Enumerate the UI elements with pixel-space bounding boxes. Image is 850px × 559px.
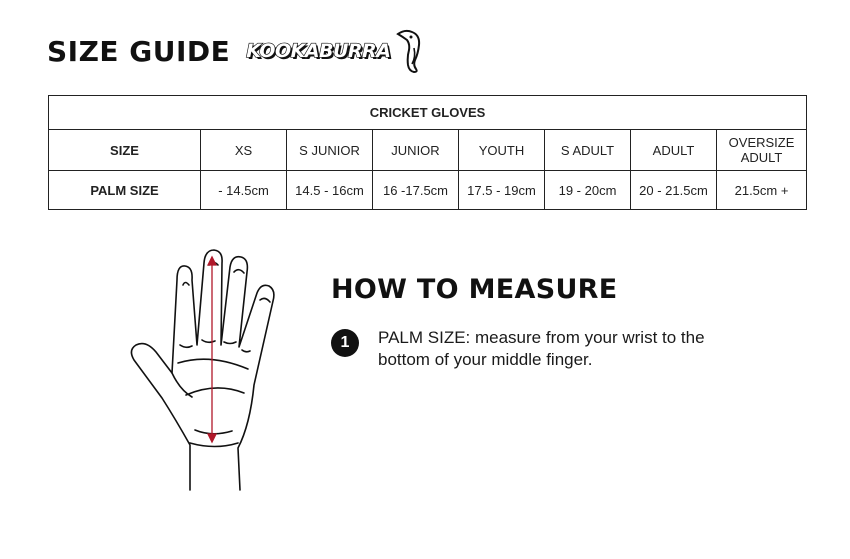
size-row bbox=[49, 130, 807, 171]
table-caption: CRICKET GLOVES bbox=[49, 96, 807, 130]
size-cell: JUNIOR bbox=[373, 130, 459, 171]
brand-wordmark: KOOKABURRA bbox=[246, 40, 391, 62]
palm-size-cell: 21.5cm + bbox=[717, 171, 807, 210]
brand-logo bbox=[246, 28, 424, 74]
palm-size-cell: 17.5 - 19cm bbox=[459, 171, 545, 210]
size-table bbox=[48, 95, 807, 210]
page-title: SIZE GUIDE bbox=[47, 34, 231, 68]
size-cell: OVERSIZE ADULT bbox=[717, 130, 807, 171]
size-cell: XS bbox=[201, 130, 287, 171]
step-number-badge: 1 bbox=[331, 329, 359, 357]
palm-size-row-label: PALM SIZE bbox=[49, 171, 201, 210]
step-instruction: PALM SIZE: measure from your wrist to the bottom of your middle finger. bbox=[378, 328, 705, 369]
palm-size-row bbox=[49, 171, 807, 210]
kookaburra-bird-icon bbox=[396, 28, 424, 74]
how-to-measure-title: HOW TO MEASURE bbox=[331, 274, 618, 305]
size-cell: S ADULT bbox=[545, 130, 631, 171]
how-to-measure-section bbox=[331, 274, 748, 371]
page-header bbox=[47, 28, 424, 74]
measure-step bbox=[331, 327, 748, 371]
palm-size-cell: - 14.5cm bbox=[201, 171, 287, 210]
size-row-label: SIZE bbox=[49, 130, 201, 171]
size-cell: YOUTH bbox=[459, 130, 545, 171]
palm-size-cell: 20 - 21.5cm bbox=[631, 171, 717, 210]
palm-size-cell: 19 - 20cm bbox=[545, 171, 631, 210]
size-cell: ADULT bbox=[631, 130, 717, 171]
hand-outline-icon bbox=[120, 245, 305, 495]
palm-size-cell: 14.5 - 16cm bbox=[287, 171, 373, 210]
palm-size-cell: 16 -17.5cm bbox=[373, 171, 459, 210]
size-cell: S JUNIOR bbox=[287, 130, 373, 171]
